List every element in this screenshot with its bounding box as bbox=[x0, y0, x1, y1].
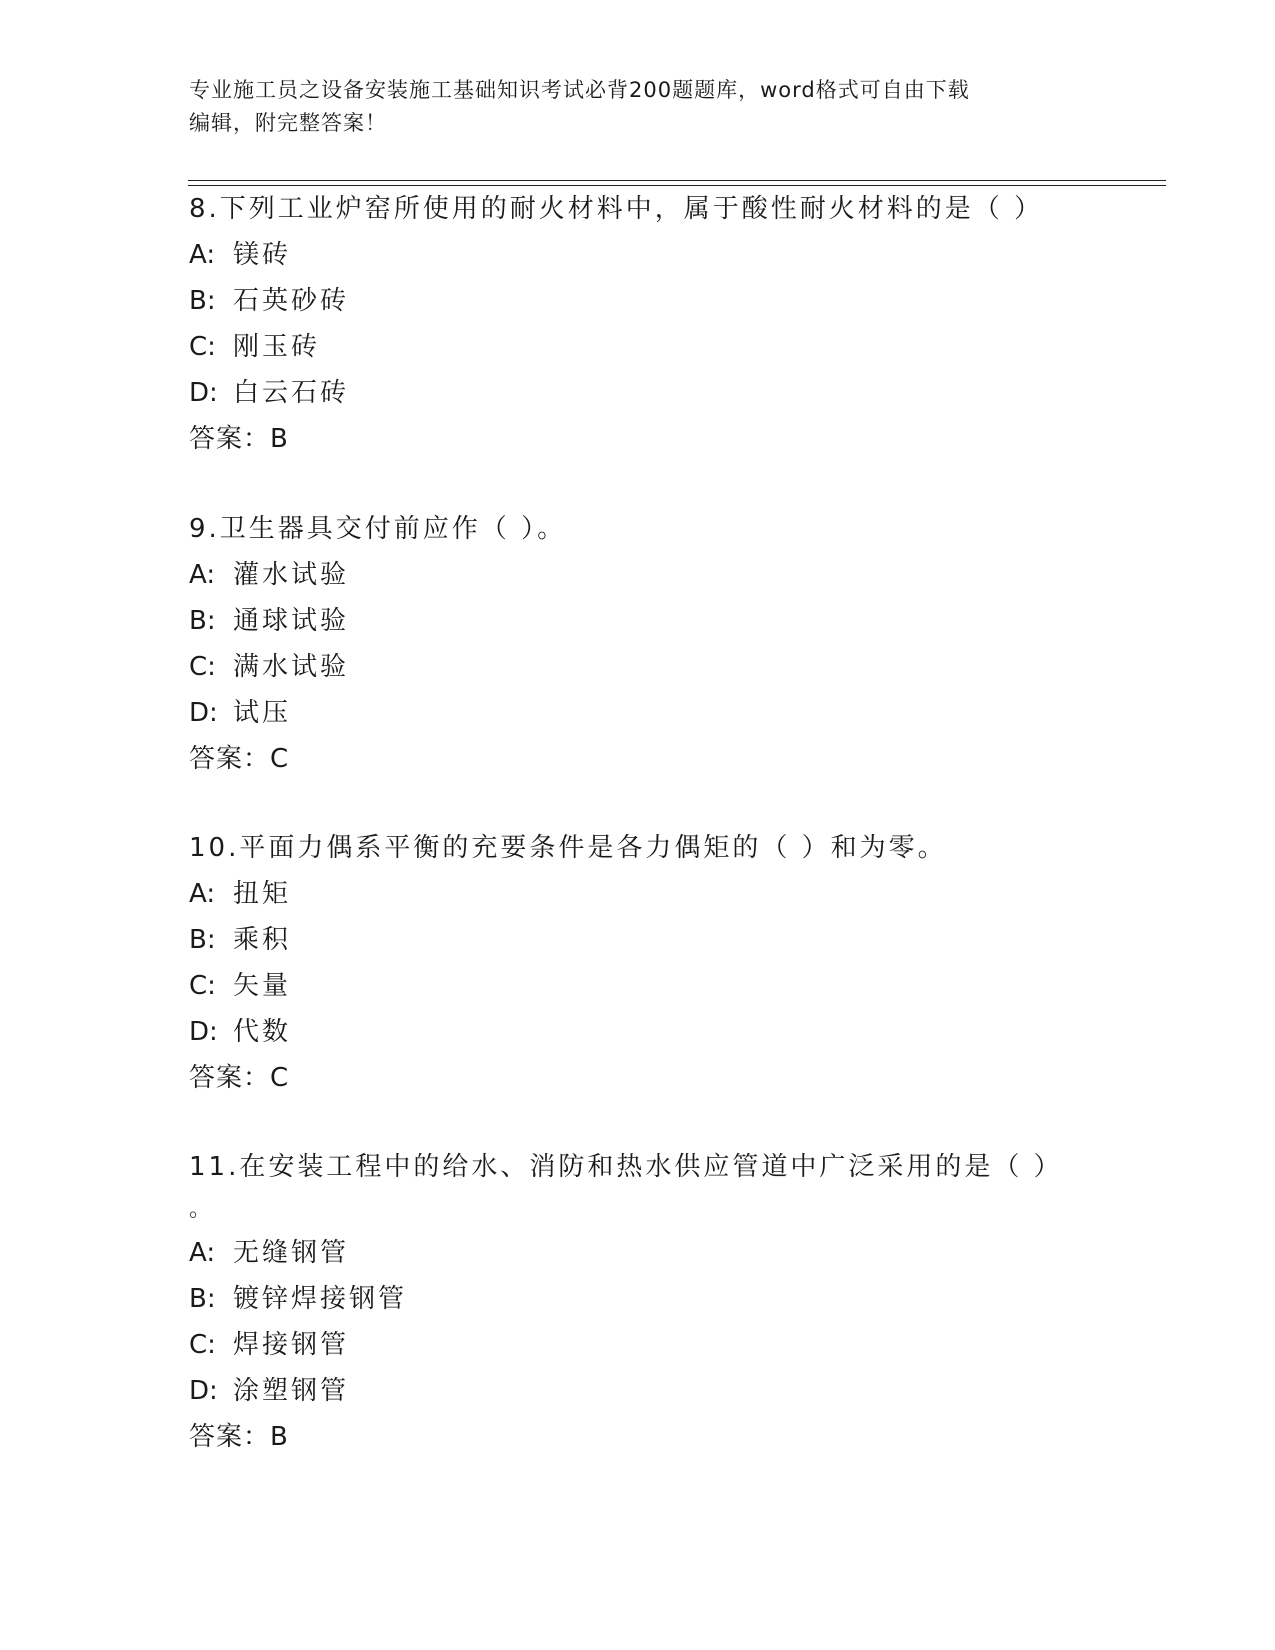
question-stem: 9.卫生器具交付前应作（ ）。 bbox=[189, 514, 567, 544]
question-stem-continuation: 。 bbox=[189, 1197, 212, 1222]
question-9 bbox=[189, 506, 1149, 782]
option-letter: B: bbox=[189, 1284, 216, 1314]
answer-line: 答案：B bbox=[189, 1422, 289, 1452]
option-text: 通球试验 bbox=[233, 606, 350, 636]
question-8 bbox=[189, 186, 1149, 462]
option-a bbox=[189, 232, 1149, 278]
option-letter: B: bbox=[189, 286, 216, 316]
option-d bbox=[189, 370, 1149, 416]
option-text: 扭矩 bbox=[233, 879, 292, 909]
option-letter: D: bbox=[189, 378, 218, 408]
option-a bbox=[189, 1230, 1149, 1276]
option-text: 试压 bbox=[233, 698, 292, 728]
option-letter: C: bbox=[189, 332, 216, 362]
header-divider-top bbox=[188, 180, 1166, 181]
option-b bbox=[189, 598, 1149, 644]
option-letter: D: bbox=[189, 1017, 218, 1047]
option-a bbox=[189, 552, 1149, 598]
header-line-1: 专业施工员之设备安装施工基础知识考试必背200题题库，word格式可自由下载 bbox=[189, 78, 970, 102]
answer-line: 答案：C bbox=[189, 744, 290, 774]
header-line-2: 编辑，附完整答案！ bbox=[189, 111, 387, 135]
option-b bbox=[189, 1276, 1149, 1322]
option-letter: B: bbox=[189, 925, 216, 955]
option-letter: A: bbox=[189, 240, 216, 270]
option-text: 无缝钢管 bbox=[233, 1238, 350, 1268]
option-letter: A: bbox=[189, 560, 216, 590]
option-text: 灌水试验 bbox=[233, 560, 350, 590]
option-c bbox=[189, 1322, 1149, 1368]
option-letter: C: bbox=[189, 652, 216, 682]
option-text: 代数 bbox=[233, 1017, 292, 1047]
answer-line: 答案：C bbox=[189, 1063, 290, 1093]
option-text: 满水试验 bbox=[233, 652, 350, 682]
option-b bbox=[189, 917, 1149, 963]
option-d bbox=[189, 690, 1149, 736]
option-letter: A: bbox=[189, 1238, 216, 1268]
option-letter: C: bbox=[189, 971, 216, 1001]
option-text: 涂塑钢管 bbox=[233, 1376, 350, 1406]
option-text: 乘积 bbox=[233, 925, 292, 955]
option-letter: D: bbox=[189, 698, 218, 728]
option-text: 镁砖 bbox=[233, 240, 292, 270]
option-c bbox=[189, 644, 1149, 690]
option-text: 矢量 bbox=[233, 971, 292, 1001]
question-stem: 8.下列工业炉窑所使用的耐火材料中，属于酸性耐火材料的是（ ） bbox=[189, 194, 1044, 224]
answer-line: 答案：B bbox=[189, 424, 289, 454]
option-d bbox=[189, 1009, 1149, 1055]
question-11 bbox=[189, 1144, 1149, 1460]
question-stem: 11.在安装工程中的给水、消防和热水供应管道中广泛采用的是（ ） bbox=[189, 1152, 1063, 1182]
option-letter: D: bbox=[189, 1376, 218, 1406]
option-text: 刚玉砖 bbox=[233, 332, 321, 362]
question-10 bbox=[189, 825, 1149, 1101]
option-d bbox=[189, 1368, 1149, 1414]
option-letter: A: bbox=[189, 879, 216, 909]
option-letter: B: bbox=[189, 606, 216, 636]
option-c bbox=[189, 963, 1149, 1009]
option-a bbox=[189, 871, 1149, 917]
option-b bbox=[189, 278, 1149, 324]
option-text: 白云石砖 bbox=[233, 378, 350, 408]
document-header bbox=[189, 74, 1089, 140]
option-text: 石英砂砖 bbox=[233, 286, 350, 316]
option-c bbox=[189, 324, 1149, 370]
option-text: 镀锌焊接钢管 bbox=[233, 1284, 408, 1314]
question-stem: 10.平面力偶系平衡的充要条件是各力偶矩的（ ）和为零。 bbox=[189, 833, 947, 863]
option-letter: C: bbox=[189, 1330, 216, 1360]
option-text: 焊接钢管 bbox=[233, 1330, 350, 1360]
